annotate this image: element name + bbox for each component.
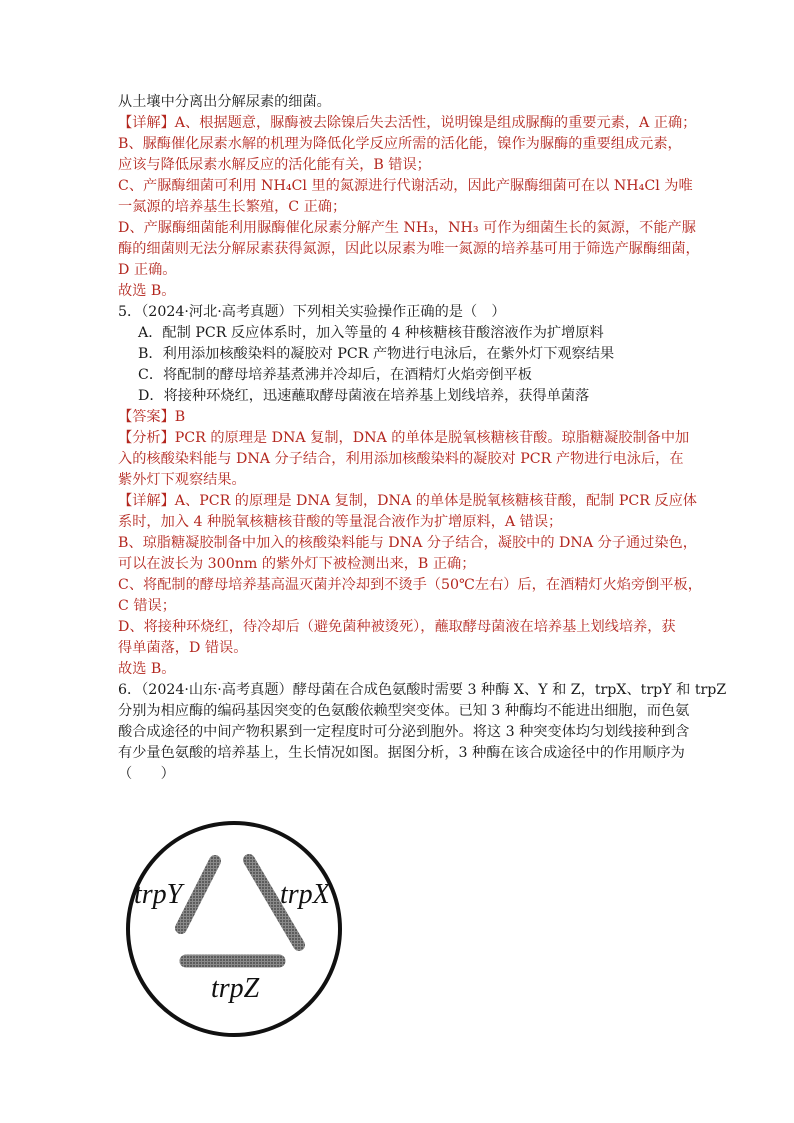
text-line [118, 239, 700, 260]
line-text: PCR 的原理是 DNA 复制，DNA 的单体是脱氧核糖核苷酸。琼脂糖凝胶制备中加 [174, 430, 690, 446]
line-text: 应该与降低尿素水解反应的活化能有关，B 错误； [118, 157, 431, 173]
text-line [118, 92, 688, 113]
text-line [118, 428, 688, 449]
text-line [118, 449, 688, 470]
label-trpY: trpY [134, 879, 183, 910]
section-tag: 【分析】 [118, 430, 175, 446]
text-line [118, 491, 697, 512]
line-text: 故选 B。 [118, 661, 176, 677]
text-line [118, 764, 688, 785]
line-text: B．利用添加核酸染料的凝胶对 PCR 产物进行电泳后，在紫外灯下观察结果 [138, 346, 615, 362]
line-text: D、将接种环烧红，待冷却后（避免菌种被烫死），蘸取酵母菌液在培养基上划线培养，获 [118, 619, 676, 635]
text-line [118, 176, 693, 197]
text-line [118, 554, 688, 575]
line-text: 酶的细菌则无法分解尿素获得氮源，因此以尿素为唯一氮源的培养基可用于筛选产脲酶细菌， [118, 241, 700, 257]
line-text: 从土壤中分离出分解尿素的细菌。 [118, 94, 331, 110]
text-line [118, 743, 688, 764]
line-text: 系时，加入 4 种脱氧核糖核苷酸的等量混合液作为扩增原料，A 错误； [118, 514, 563, 530]
line-text: 有少量色氨酸的培养基上，生长情况如图。据图分析，3 种酶在该合成途径中的作用顺序为 [118, 745, 685, 761]
text-line [118, 407, 688, 428]
text-line [118, 722, 688, 743]
text-line [118, 659, 688, 680]
text-line [118, 386, 688, 407]
line-text: 6．（2024·山东·高考真题）酵母菌在合成色氨酸时需要 3 种酶 X、Y 和 Z，trpX、trpY 和 trpZ [118, 682, 727, 698]
text-line [118, 365, 688, 386]
text-line [118, 302, 688, 323]
text-line [118, 533, 697, 554]
document-page [118, 92, 727, 785]
text-line [118, 281, 688, 302]
text-line [118, 155, 688, 176]
text-line [118, 218, 696, 239]
text-line [118, 512, 688, 533]
line-text: 分别为相应酶的编码基因突变的色氨酸依赖型突变体。已知 3 种酶均不能进出细胞，而色氨 [118, 703, 690, 719]
section-tag: 【详解】 [118, 493, 175, 509]
text-line [118, 680, 727, 701]
text-line [118, 113, 697, 134]
text-line [118, 323, 688, 344]
text-line [118, 575, 702, 596]
text-line [118, 701, 688, 722]
line-text: B、脲酶催化尿素水解的机理为降低化学反应所需的活化能，镍作为脲酶的重要组成元素， [118, 136, 682, 152]
label-trpX: trpX [280, 879, 330, 910]
line-text: D．将接种环烧红，迅速蘸取酵母菌液在培养基上划线培养，获得单菌落 [138, 388, 590, 404]
text-line [118, 197, 688, 218]
line-text: B [174, 409, 186, 425]
line-text: A、根据题意，脲酶被去除镍后失去活性，说明镍是组成脲酶的重要元素，A 正确； [174, 115, 697, 131]
line-text: 故选 B。 [118, 283, 176, 299]
petri-dish-figure [118, 818, 350, 1040]
text-line [118, 638, 688, 659]
line-text: A、PCR 的原理是 DNA 复制，DNA 的单体是脱氧核糖核苷酸，配制 PCR 反应体 [174, 493, 697, 509]
text-line [118, 260, 688, 281]
label-trpZ: trpZ [211, 973, 260, 1004]
line-text: 酸合成途径的中间产物积累到一定程度时可分泌到胞外。将这 3 种突变体均匀划线接种到含 [118, 724, 690, 740]
line-text: A．配制 PCR 反应体系时，加入等量的 4 种核糖核苷酸溶液作为扩增原料 [138, 325, 604, 341]
line-text: 紫外灯下观察结果。 [118, 472, 246, 488]
line-text: 得单菌落，D 错误。 [118, 640, 248, 656]
line-text: 入的核酸染料能与 DNA 分子结合，利用添加核酸染料的凝胶对 PCR 产物进行电泳后，在 [118, 451, 684, 467]
line-text: C、将配制的酵母培养基高温灭菌并冷却到不烫手（50℃左右）后，在酒精灯火焰旁倒平板， [118, 577, 702, 593]
line-text: 可以在波长为 300nm 的紫外灯下被检测出来，B 正确； [118, 556, 476, 572]
text-line [118, 617, 688, 638]
line-text: B、琼脂糖凝胶制备中加入的核酸染料能与 DNA 分子结合，凝胶中的 DNA 分子通过染色， [118, 535, 697, 551]
section-tag: 【详解】 [118, 115, 175, 131]
line-text: 一氮源的培养基生长繁殖，C 正确； [118, 199, 347, 215]
text-line [118, 470, 688, 491]
line-text: D 正确。 [118, 262, 177, 278]
line-text: （ ） [118, 766, 175, 782]
line-text: C 错误； [118, 598, 176, 614]
section-tag: 【答案】 [118, 409, 175, 425]
text-line [118, 134, 688, 155]
text-line [118, 344, 688, 365]
text-line [118, 596, 688, 617]
line-text: C．将配制的酵母培养基煮沸并冷却后，在酒精灯火焰旁倒平板 [138, 367, 532, 383]
line-text: D、产脲酶细菌能利用脲酶催化尿素分解产生 NH₃，NH₃ 可作为细菌生长的氮源，不能产脲 [118, 220, 696, 236]
line-text: 5．（2024·河北·高考真题）下列相关实验操作正确的是（ ） [118, 304, 506, 320]
line-text: C、产脲酶细菌可利用 NH₄Cl 里的氮源进行代谢活动，因此产脲酶细菌可在以 NH₄Cl 为唯 [118, 178, 693, 194]
